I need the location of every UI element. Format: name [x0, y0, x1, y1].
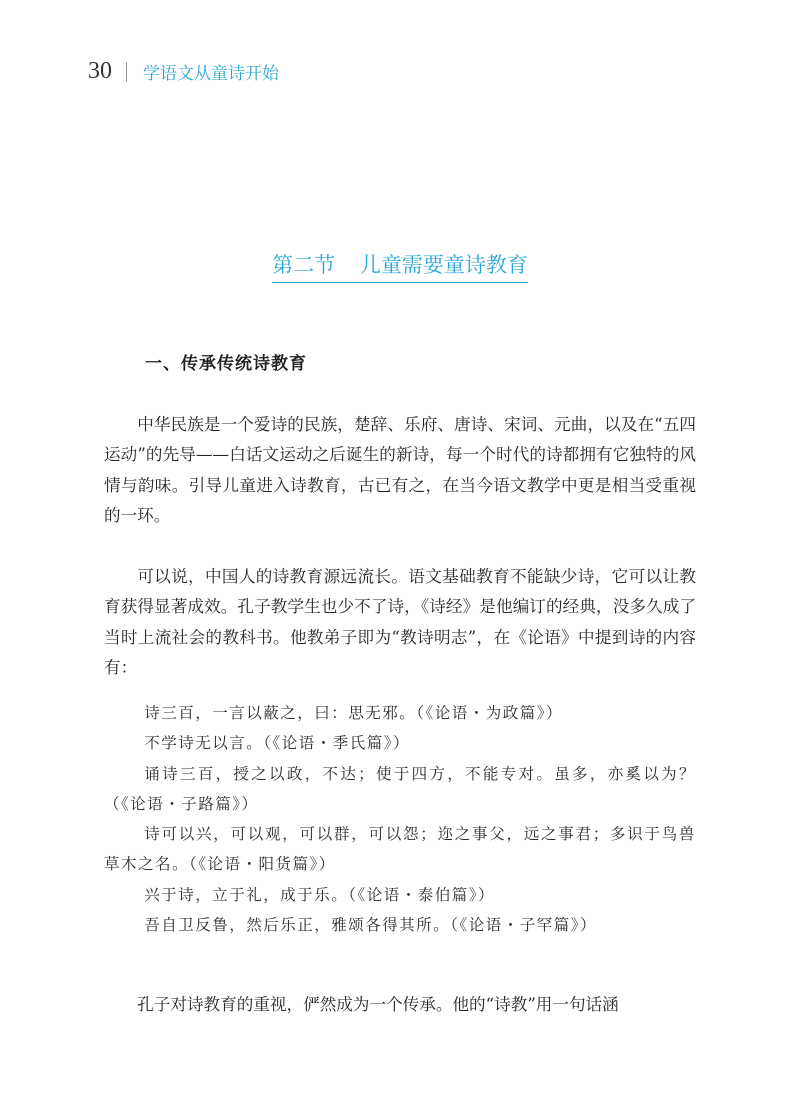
page-header: [88, 58, 279, 85]
body-paragraph-2: 可以说，中国人的诗教育源远流长。语文基础教育不能缺少诗，它可以让教育获得显著成效。孔子教学生也少不了诗，《诗经》是他编订的经典，没多久成了当时上流社会的教科书。他教弟子即为“教诗明志”，在《论语》中提到诗的内容有：: [104, 567, 696, 677]
header-divider: [126, 62, 127, 82]
section-title: 第二节 儿童需要童诗教育: [272, 255, 528, 283]
section-title-block: [0, 255, 800, 283]
page-number: 30: [88, 58, 112, 84]
quote-4: 诗可以兴，可以观，可以群，可以怨；迩之事父，远之事君；多识于鸟兽草木之名。（《论语・阳货篇》）: [104, 825, 696, 874]
analects-quotes: [104, 698, 696, 940]
book-title: 学语文从童诗开始: [143, 64, 279, 84]
quote-1: 诗三百，一言以蔽之，曰：思无邪。（《论语・为政篇》）: [144, 704, 564, 722]
quote-5: 兴于诗，立于礼，成于乐。（《论语・泰伯篇》）: [144, 885, 496, 904]
quote-6: 吾自卫反鲁，然后乐正，雅颂各得其所。（《论语・子罕篇》）: [144, 916, 598, 935]
quote-2: 不学诗无以言。（《论语・季氏篇》）: [144, 734, 411, 753]
body-paragraph-1: 中华民族是一个爱诗的民族，楚辞、乐府、唐诗、宋词、元曲，以及在“五四运动”的先导——白话文运动之后诞生的新诗，每一个时代的诗都拥有它独特的风情与韵味。引导儿童进入诗教育，古已有之，在当今语文教学中更是相当受重视的一环。: [104, 415, 696, 525]
closing-paragraph: 孔子对诗教育的重视，俨然成为一个传承。他的“诗教”用一句话涵: [137, 995, 619, 1014]
subsection-heading: 一、传承传统诗教育: [145, 354, 307, 374]
quote-3: 诵诗三百，授之以政，不达；使于四方，不能专对。虽多，亦奚以为？（《论语・子路篇》）: [104, 764, 696, 813]
